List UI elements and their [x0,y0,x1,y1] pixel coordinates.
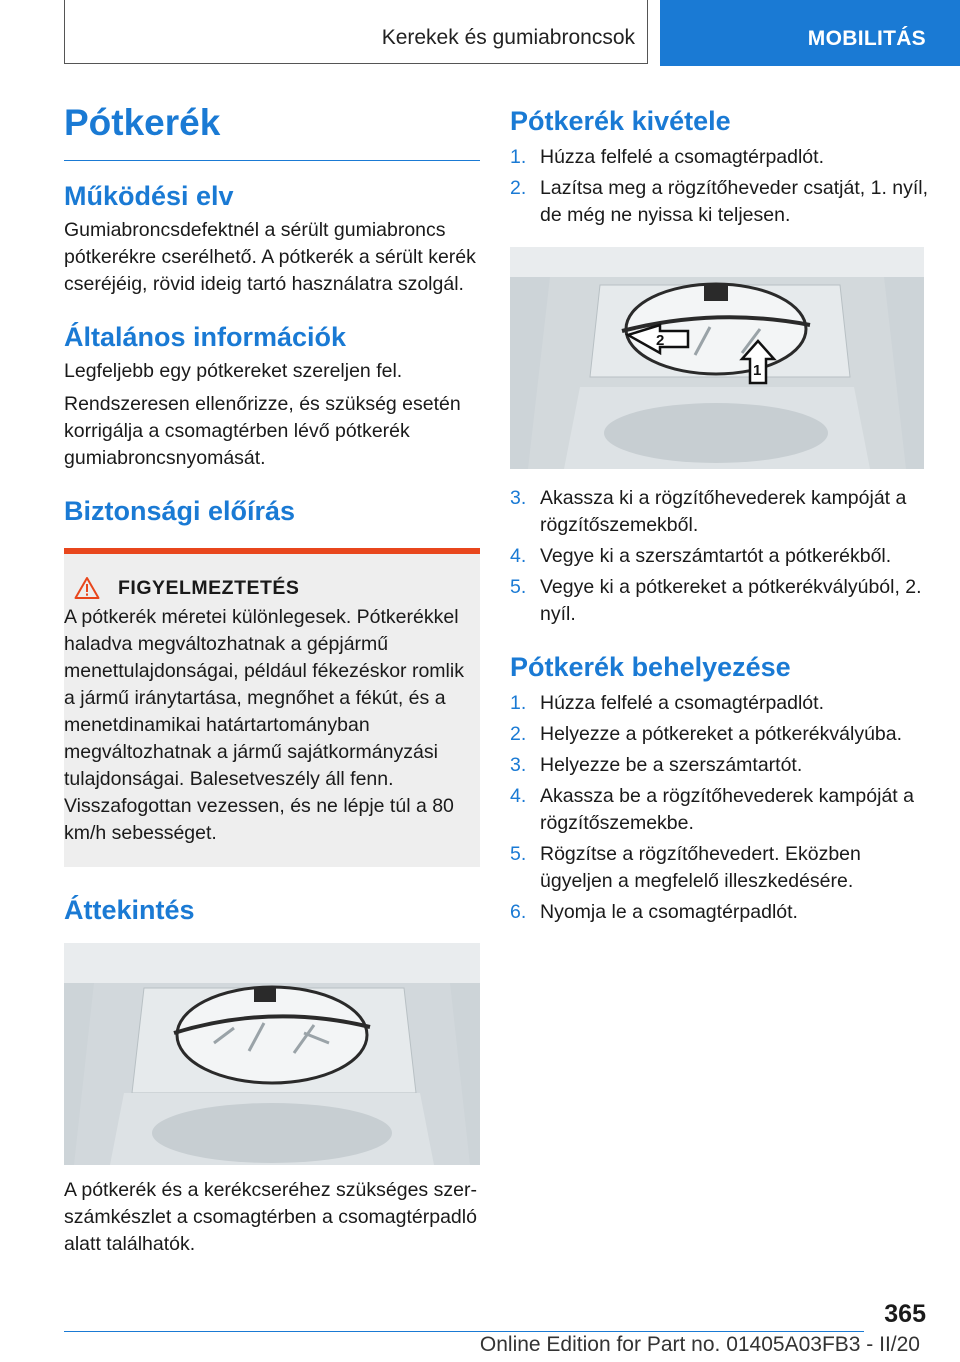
spare-wheel-removal-image [510,247,924,469]
insert-step [510,899,930,926]
removal-steps-list-b [510,485,930,628]
heading-attekintes: Áttekintés [64,895,195,925]
step-text: Helyezze be a szerszámtartót. [540,754,803,776]
step-text: Rögzítse a rögzítőhevedert. Eközben ügyeljen a megfelelő illeszkedésére. [540,843,861,892]
section-title-box [64,0,648,64]
heading-altalanos-informaciok: Általános információk [64,322,347,352]
removal-step [510,574,930,628]
step-number: 3. [510,487,527,509]
step-text: Nyomja le a csomagtérpadlót. [540,901,798,923]
insert-step [510,721,930,748]
step-text: Vegye ki a szerszámtartót a pótkerékből. [540,545,892,567]
warning-title: FIGYELMEZTETÉS [118,576,300,599]
step-number: 2. [510,723,527,745]
removal-steps-list-a [510,144,930,229]
figure-label-1: 1 [753,362,762,379]
heading-mukodesi-elv: Működési elv [64,181,234,211]
insert-steps-list [510,690,930,926]
insert-step [510,752,930,779]
paragraph-general-2: Rendszeresen ellenőrizze, és szükség esetén korrigálja a csomagtérben lévő pótkerék gumiabroncsnyomását. [64,393,461,469]
step-number: 1. [510,146,527,168]
step-number: 5. [510,843,527,865]
step-number: 1. [510,692,527,714]
step-text: Húzza felfelé a csomagtérpadlót. [540,692,824,714]
step-number: 5. [510,576,527,598]
removal-step [510,175,930,229]
warning-box [64,548,480,867]
figure-caption: A pótkerék és a kerékcseréhez szükséges szerszámkészlet a csomagtérben a csomagtérpadló alatt találhatók. [64,1179,477,1255]
insert-step [510,690,930,717]
heading-potkerek-behelyezese: Pótkerék behelyezése [510,652,791,682]
step-number: 4. [510,545,527,567]
heading-biztonsagi-eloiras: Biztonsági előírás [64,496,296,526]
step-text: Akassza ki a rögzítőhevederek kampóját a rögzítőszemekből. [540,487,907,536]
spare-wheel-overview-image [64,943,480,1165]
right-column [510,100,930,930]
section-title: Kerekek és gumiabroncsok [381,26,635,49]
footer-divider [64,1331,864,1332]
chapter-tab [660,0,960,66]
edition-text: Online Edition for Part no. 01405A03FB3 - II/20 [479,1333,920,1356]
warning-triangle-icon [74,576,100,600]
step-text: Húzza felfelé a csomagtérpadlót. [540,146,824,168]
paragraph-general-1: Legfeljebb egy pótkereket szereljen fel. [64,360,403,382]
warning-text: A pótkerék méretei különlegesek. Pótkerékkel haladva megváltozhatnak a gépjármű menettulajdonságai, például fékezéskor romlik a jármű iránytartása, megnőhet a fékút, és a menetdinamikai határtartományban megváltozhatnak a jármű sajátkormányzási tulajdonságai. Balesetveszély áll fenn. Visszafogottan vezessen, és ne lépje túl a 80 km/h sebességet. [64,606,464,844]
step-text: Lazítsa meg a rögzítőheveder csatját, 1. nyíl, de még ne nyissa ki teljesen. [540,177,929,226]
page-header [0,0,960,66]
step-number: 2. [510,177,527,199]
heading-potkerek-kivetele: Pótkerék kivétele [510,106,731,136]
removal-step [510,543,930,570]
step-text: Akassza be a rögzítőhevederek kampóját a rögzítőszemekbe. [540,785,914,834]
removal-step [510,485,930,539]
step-text: Vegye ki a pótkereket a pótkerékvályúból, 2. nyíl. [540,576,922,625]
step-number: 4. [510,785,527,807]
title-divider [64,160,480,161]
chapter-tab-label: MOBILITÁS [807,27,926,50]
removal-step [510,144,930,171]
warning-header [64,576,470,600]
insert-step [510,841,930,895]
left-column [64,100,480,1258]
step-text: Helyezze a pótkereket a pótkerékvályúba. [540,723,903,745]
insert-step [510,783,930,837]
page-number: 365 [884,1300,926,1328]
paragraph-mukodesi-elv: Gumiabroncsdefektnél a sérült gumiabroncs pótkerékre cserélhető. A pótkerék a sérült kerék cseréjéig, rövid ideig tartó használatra szolgál. [64,219,476,295]
step-number: 3. [510,754,527,776]
figure-label-2: 2 [656,332,665,349]
page-title: Pótkerék [64,102,221,143]
step-number: 6. [510,901,527,923]
